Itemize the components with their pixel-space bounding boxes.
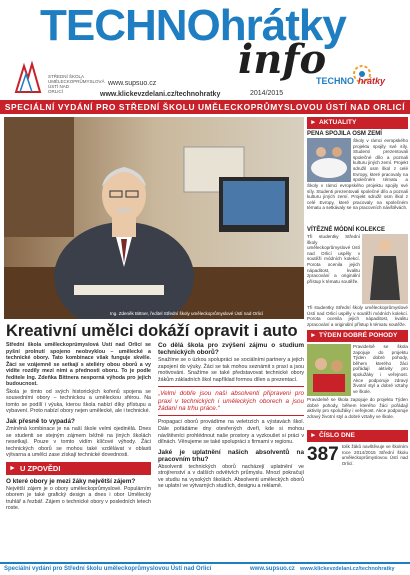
news-text-continued: Školy v rámci evropského projektu spojily své síly. Studenti prezentovali společné dílo a poznali kulturu jiných zemí. Projekt sdružil osm škol z celé Evropy, které pracovaly na společném tématu a setkávaly se na pracovních návštěvách.	[307, 183, 408, 211]
article-paragraph: Největší zájem je o obory uměleckoprůmyslové. Populárním oborem je také grafický design a dnes i obor Umělecký truhlář a řezbář. Zájem o technické obory v posledních letech roste.	[6, 485, 151, 512]
article-paragraph: Škola je tímto od svých historických kořenů spojena se sousedními obory – technickou a uměleckou sférou. Na tomto se podílí i výuka, kterou škola nabízí díky přístupu a vybavení. Proto nabízí obory nejen umělecké, ale i technické.	[6, 388, 151, 415]
interview-section-header	[6, 462, 151, 475]
arrow-right-icon: ►	[310, 432, 317, 439]
arrow-right-icon: ►	[310, 332, 317, 339]
news-title: PENA SPOJILA OSM ZEMÍ	[307, 131, 382, 137]
news-text: Pravidelně se škola zapojuje do projektu Týden dobré pohody, během kterého žáci pořádají aktivity pro spolužáky i veřejnost. Akce podporuje zdravý životní styl a dobré vztahy ve škole.	[353, 344, 408, 394]
news-title: VÍTĚZNÉ MÓDNÍ KOLEKCE	[307, 227, 386, 233]
number-of-day-text: tolik žáků navštěvuje ve školním roce 2014/2015 Střední školu uměleckoprůmyslovou Ústí nad Orlicí.	[341, 444, 408, 466]
article-paragraph: Snažíme se o úzkou spolupráci se sociálními partnery a jejich zapojení do výuky. Žáci se tak mohou seznámit s praxí a jsou motivováni. Snažíme se také představovat technické obory žákům základních škol například formou dílen a prezentací.	[158, 357, 304, 383]
number-of-day-header	[307, 430, 408, 442]
article-paragraph: Zmíněná kombinace je na naší škole velmi ojedinělá. Dnes se studenti se stejným zájmem běžně na jiných školách nesetkají. Pouze v tomto vidím klíčové výhody. Žáci technických oborů se mohou také vzdělávat v oblasti výtvarna a umělci zase získají technické dovednosti.	[6, 426, 151, 459]
news-section-label: TÝDEN DOBRÉ POHODY	[319, 332, 398, 339]
masthead-year: 2014/2015	[250, 90, 284, 97]
news-text-continued: Tři studentky Střední školy uměleckoprůmyslové Ústí nad Orlicí uspěly v soutěži módních kolekcí. Porota ocenila jejich nápaditost, kvalitu zpracování a originální přístup k tématu soutěže.	[307, 305, 408, 327]
masthead-url-klicek[interactable]: www.klickevzdelani.cz/technohratky	[100, 91, 221, 98]
news-text: Školy v rámci evropského projektu spojily své síly. Studenti prezentovali společné dílo a poznali kulturu jiných zemí. Projekt sdružil osm škol z celé Evropy, které pracovaly na společném tématu a	[353, 138, 408, 182]
photo-caption: Ing. Zdeněk Bittner, ředitel Střední školy uměleckoprůmyslové Ústí nad Orlicí	[110, 311, 264, 316]
arrow-right-icon: ►	[9, 464, 16, 472]
article-paragraph: Absolventi technických oborů nacházejí uplatnění ve strojírenství a v dalších odvětvích průmyslu. Mnozí pokračují ve studiu na vysokých školách. Absolventi uměleckých oborů se uplatní ve výtvarných studiích, designu a reklamě.	[158, 463, 304, 490]
footer-url-school[interactable]: www.supsuo.cz	[250, 566, 295, 572]
pull-quote: „Velmi dobře jsou naši absolventi připraveni pro praxi v technických i uměleckých oborech a jsou žádaní na trhu práce.“	[158, 386, 304, 416]
school-name: STŘEDNÍ ŠKOLA UMĚLECKOPRŮMYSLOVÁ ÚSTÍ NAD ORLICÍ	[48, 74, 105, 94]
masthead-title: TECHNOhrátky	[40, 1, 346, 50]
news-photo-foam	[307, 138, 351, 182]
news-photo-fashion	[362, 234, 408, 304]
footer-edition-text: Speciální vydání pro Střední školu uměleckoprůmyslovou Ústí nad Orlicí	[4, 566, 212, 572]
number-of-day-label: ČÍSLO DNE	[319, 432, 355, 439]
news-photo-week	[307, 344, 351, 396]
arrow-right-icon: ►	[310, 119, 317, 126]
masthead-url-school[interactable]: www.supsuo.cz	[108, 80, 157, 87]
news-text-continued: Pravidelně se škola zapojuje do projektu Týden dobré pohody, během kterého žáci pořádají aktivity pro spolužáky i veřejnost. Akce podporuje zdravý životní styl a dobré vztahy ve škole.	[307, 397, 408, 419]
interview-section-label: U ZPOVĚDI	[20, 463, 61, 473]
technohratky-logo	[312, 62, 406, 96]
director-photo	[4, 117, 304, 319]
article-subheading: O které obory je mezi žáky největší zájem?	[6, 477, 136, 485]
sidebar	[307, 117, 408, 466]
news-section-header	[307, 117, 408, 129]
article-column-1	[6, 342, 151, 560]
article-headline: Kreativní umělci dokáží opravit i auto	[6, 322, 298, 340]
article-subheading: Co dělá škola pro zvýšení zájmu o studium technických oborů?	[158, 342, 304, 356]
article-subheading: Jak přesně to vypadá?	[6, 418, 75, 426]
news-section-label: AKTUALITY	[319, 119, 357, 126]
number-of-day-value: 387	[307, 444, 339, 466]
special-edition-banner: SPECIÁLNÍ VYDÁNÍ PRO STŘEDNÍ ŠKOLU UMĚLECKOPRŮMYSLOVOU ÚSTÍ NAD ORLICÍ	[0, 100, 410, 114]
article-subheading: Jaké je uplatnění našich absolventů na pracovním trhu?	[158, 448, 304, 463]
tinfo-logo-techno: TECHNO	[316, 76, 354, 86]
footer-url-klicek[interactable]: www.klickevzdelani.cz/technohratky	[300, 566, 395, 572]
masthead-info: info	[238, 36, 327, 83]
news-section-header	[307, 330, 408, 342]
article-column-2	[158, 342, 304, 560]
news-text: Tři studentky Střední školy uměleckoprůmyslové Ústí nad Orlicí uspěly v soutěži módních kolekcí. Porota ocenila jejich nápaditost, kvalitu zpracování a originální přístup k tématu soutěže.	[307, 234, 360, 284]
tinfo-logo-hratky: hrátky	[358, 76, 386, 86]
article-lead: Střední škola uměleckoprůmyslová Ústí nad Orlicí se pyšní prolnutí spojeno neobvyklou – umělecké a technické obory. Tato kombinace však funguje skvěle. Žáci se vzájemně se setkají s ateliéry obou oborů a vy vidíte rozdíly mezi nimi a přednosti oboru. To je podle ředitele Ing. Zdeňka Bittnera nesporná výhoda pro jejich budoucnost.	[6, 342, 151, 388]
article-paragraph: Propagaci oborů provádíme na veletrzích a výstavách škol. Dále pořádáme dny otevřených dveří, kde si mohou návštěvníci prohlédnout naše prostory a vyzkoušet si práci v dílnách. Věnujeme se také spolupráci s firmami v regionu.	[158, 419, 304, 446]
page-footer	[0, 562, 410, 575]
